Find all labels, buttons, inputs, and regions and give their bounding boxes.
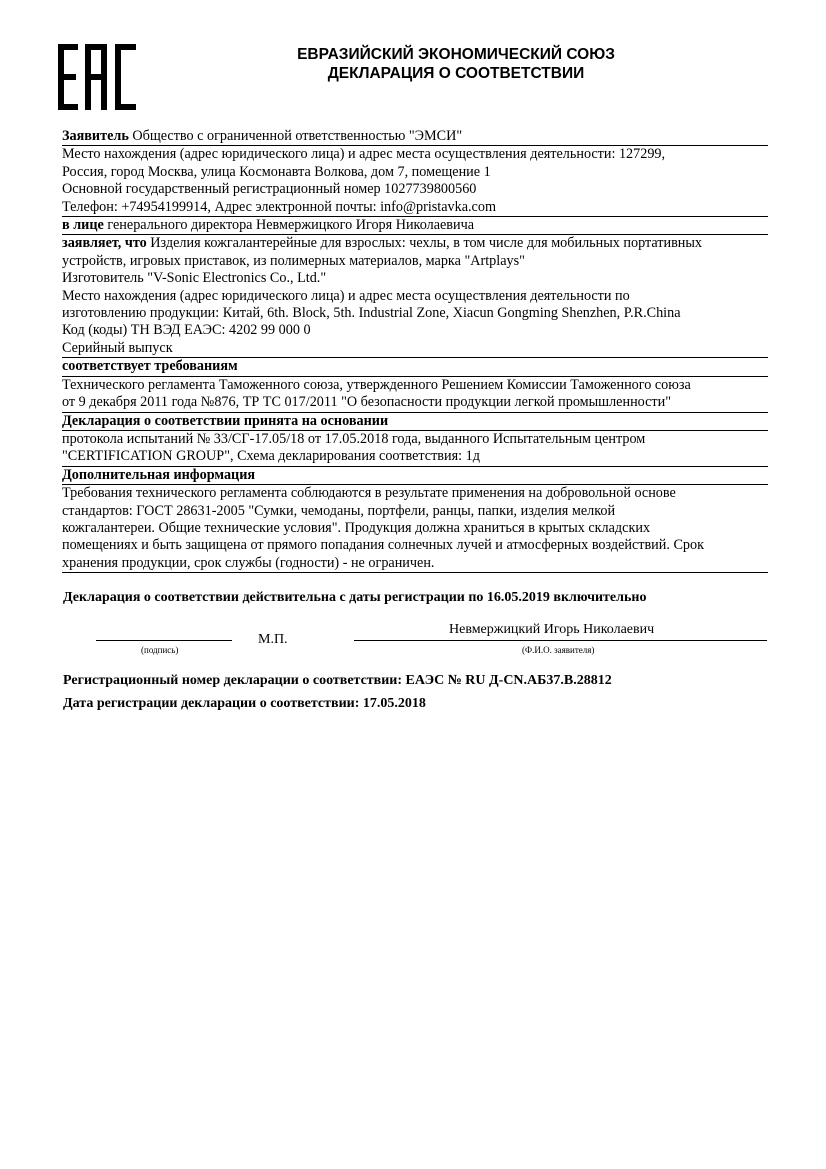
declaration-body bbox=[62, 128, 768, 573]
document-header bbox=[236, 45, 676, 83]
declares-line bbox=[62, 235, 768, 252]
applicant-fio: Невмержицкий Игорь Николаевич bbox=[449, 622, 655, 637]
requirements-text-2: от 9 декабря 2011 года №876, ТР ТС 017/2011 "О безопасности продукции легкой промышленности" bbox=[62, 394, 768, 412]
applicant-address-1: Место нахождения (адрес юридического лица) и адрес места осуществления деятельности: 127299, bbox=[62, 146, 666, 163]
header-union-title: ЕВРАЗИЙСКИЙ ЭКОНОМИЧЕСКИЙ СОЮЗ bbox=[297, 46, 615, 63]
applicant-label: Заявитель bbox=[62, 128, 129, 144]
requirements-heading: соответствует требованиям bbox=[62, 358, 768, 376]
additional-heading: Дополнительная информация bbox=[62, 467, 768, 485]
validity-statement: Декларация о соответствии действительна с даты регистрации по 16.05.2019 включительно bbox=[63, 590, 647, 605]
applicant-contacts: Телефон: +74954199914, Адрес электронной почты: info@pristavka.com bbox=[62, 199, 768, 217]
manufacturer-address-1: Место нахождения (адрес юридического лица) и адрес места осуществления деятельности по bbox=[62, 287, 630, 304]
serial-production: Серийный выпуск bbox=[62, 340, 768, 358]
representative-label: в лице bbox=[62, 217, 104, 234]
manufacturer: Изготовитель "V-Sonic Electronics Co., Ltd." bbox=[62, 270, 327, 287]
requirements-text-1: Технического регламента Таможенного союза, утвержденного Решением Комиссии Таможенного союза bbox=[62, 376, 691, 393]
manufacturer-address-2: изготовлению продукции: Китай, 6th. Block, 5th. Industrial Zone, Xiacun Gongming Shenzhen, P.R.China bbox=[62, 305, 681, 322]
tn-ved-code: Код (коды) ТН ВЭД ЕАЭС: 4202 99 000 0 bbox=[62, 322, 311, 339]
header-doc-title: ДЕКЛАРАЦИЯ О СООТВЕТСТВИИ bbox=[327, 65, 585, 82]
applicant-ogrn: Основной государственный регистрационный номер 1027739800560 bbox=[62, 181, 477, 198]
representative-line bbox=[62, 217, 768, 235]
declares-product-2: устройств, игровых приставок, из полимерных материалов, марка "Artplays" bbox=[62, 252, 525, 269]
representative-value: генерального директора Невмержицкого Игоря Николаевича bbox=[103, 217, 475, 234]
additional-text-5: хранения продукции, срок службы (годности) - не ограничен. bbox=[62, 555, 768, 573]
applicant-name: Общество с ограниченной ответственностью "ЭМСИ" bbox=[128, 128, 463, 144]
registration-date: Дата регистрации декларации о соответствии: 17.05.2018 bbox=[63, 696, 426, 711]
basis-text-1: протокола испытаний № 33/СГ-17.05/18 от 17.05.2018 года, выданного Испытательным центром bbox=[62, 430, 646, 447]
fio-caption: (Ф.И.О. заявителя) bbox=[522, 645, 595, 655]
additional-text-4: помещениях и быть защищена от прямого попадания солнечных лучей и атмосферных воздействий. Срок bbox=[62, 537, 704, 554]
additional-text-2: стандартов: ГОСТ 28631-2005 "Сумки, чемоданы, портфели, ранцы, папки, изделия мелкой bbox=[62, 502, 616, 519]
declares-product: Изделия кожгалантерейные для взрослых: чехлы, в том числе для мобильных портативных bbox=[146, 235, 703, 252]
additional-text-1: Требования технического регламента соблюдаются в результате применения на добровольной основе bbox=[62, 485, 676, 502]
basis-heading: Декларация о соответствии принята на основании bbox=[62, 413, 768, 431]
stamp-placeholder: М.П. bbox=[258, 632, 288, 647]
registration-number: Регистрационный номер декларации о соответствии: ЕАЭС № RU Д-CN.АБ37.В.28812 bbox=[63, 673, 612, 688]
applicant-line bbox=[62, 128, 768, 146]
signature-block bbox=[0, 620, 826, 660]
basis-text-2: "CERTIFICATION GROUP", Схема декларирования соответствия: 1д bbox=[62, 448, 768, 466]
declares-label: заявляет, что bbox=[62, 235, 147, 252]
applicant-address-2: Россия, город Москва, улица Космонавта Волкова, дом 7, помещение 1 bbox=[62, 163, 491, 180]
additional-text-3: кожгалантереи. Общие технические условия". Продукция должна храниться в крытых складских bbox=[62, 519, 651, 536]
eac-logo bbox=[58, 44, 136, 110]
signature-line bbox=[96, 640, 232, 641]
signature-caption: (подпись) bbox=[141, 645, 179, 655]
fio-line bbox=[354, 640, 767, 641]
